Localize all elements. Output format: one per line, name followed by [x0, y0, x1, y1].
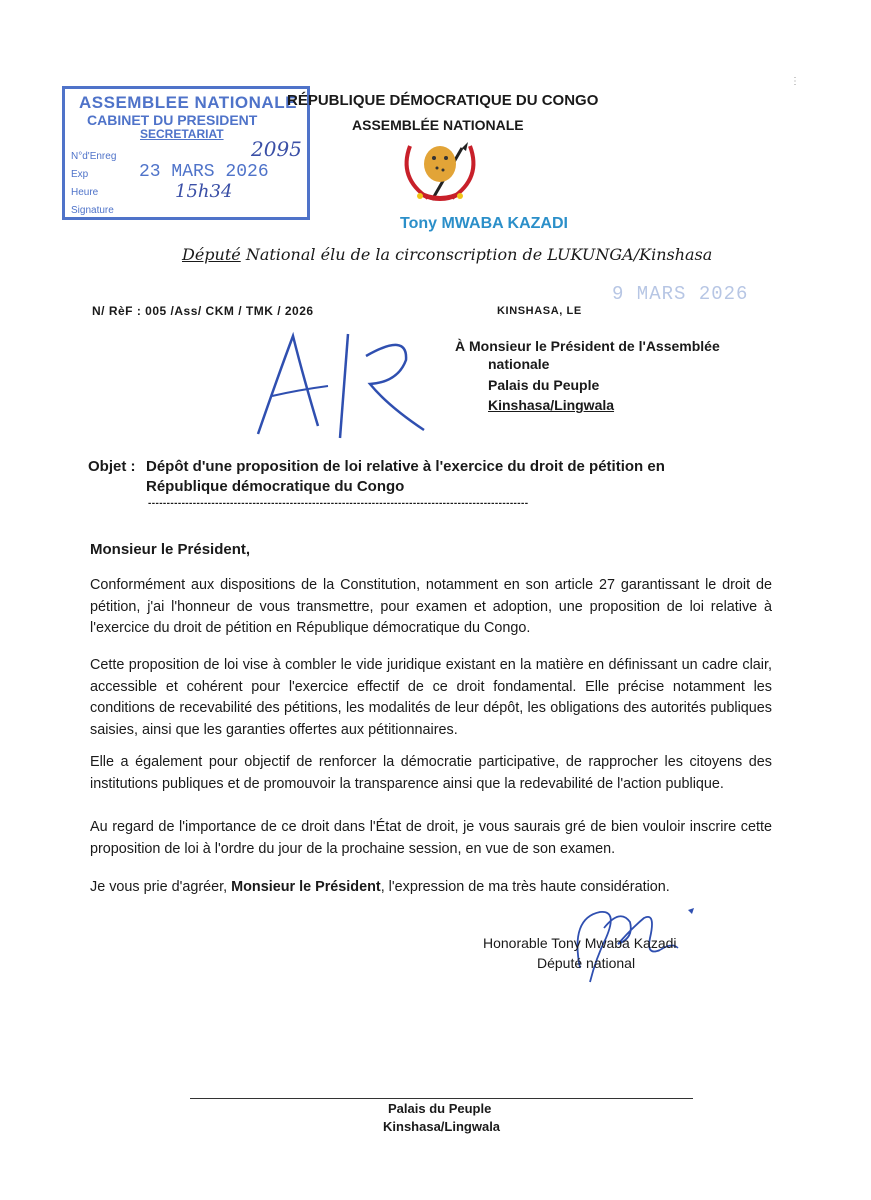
body-paragraph: Au regard de l'importance de ce droit dans l'État de droit, je vous saurais gré de bien vouloir inscrire cette proposition de loi à l'ordre du jour de la prochaine session, en vue de son examen.	[90, 819, 772, 857]
reference-number: N/ RèF : 005 /Ass/ CKM / TMK / 2026	[92, 304, 314, 318]
objet-label: Objet :	[88, 458, 136, 475]
stamp-date-label: Exp	[71, 169, 89, 180]
objet-text-line1: Dépôt d'une proposition de loi relative à l'exercice du droit de pétition en	[146, 458, 665, 475]
registration-stamp	[62, 86, 310, 220]
stamp-sig-label: Signature	[71, 205, 114, 216]
handwritten-ar-annotation	[248, 326, 428, 442]
corner-mark: ⋮	[790, 76, 800, 87]
footer-line1: Palais du Peuple	[388, 1101, 492, 1116]
republic-title: RÉPUBLIQUE DÉMOCRATIQUE DU CONGO	[287, 92, 599, 109]
addressee-line4: Kinshasa/Lingwala	[488, 397, 615, 413]
salutation: Monsieur le Président,	[90, 541, 251, 558]
date-stamp: 9 MARS 2026	[612, 283, 749, 305]
deputy-name: Tony MWABA KAZADI	[400, 215, 568, 232]
stamp-date-value: 23 MARS 2026	[139, 162, 269, 182]
objet-dashed-rule: ------------------------------------------------------------------------------------------------------	[148, 498, 529, 509]
stamp-reg-label: N°d'Enreg	[71, 151, 117, 162]
city-date-label: KINSHASA, LE	[497, 305, 582, 317]
deputy-subtitle-rest: National élu de la circonscription de LUKUNGA/Kinshasa	[240, 245, 713, 264]
closing-paragraph	[90, 877, 772, 899]
closing-text-bold: Monsieur le Président	[231, 879, 381, 895]
footer-divider	[190, 1098, 693, 1099]
stamp-line3: SECRETARIAT	[140, 127, 224, 141]
body-paragraph: Cette proposition de loi vise à combler le vide juridique existant en la matière en définissant un cadre clair, accessible et cohérent pour l'exercice effectif de ce droit fondamental. Elle précise notamment les conditions de recevabilité des pétitions, les modalités de leur dépôt, les obligations des autorités publiques saisies, ainsi que les garanties offertes aux pétitionnaires.	[90, 657, 772, 738]
closing-text-before: Je vous prie d'agréer,	[90, 879, 232, 895]
addressee-line2: nationale	[488, 356, 550, 372]
coat-of-arms-emblem	[390, 138, 490, 210]
stamp-hour-value: 15h34	[175, 181, 233, 202]
addressee-line1: À Monsieur le Président de l'Assemblée	[455, 338, 720, 354]
deputy-subtitle	[182, 245, 712, 264]
objet-text-line2: République démocratique du Congo	[146, 478, 405, 495]
closing-text-after: , l'expression de ma très haute considération.	[380, 879, 670, 895]
signatory-role: Député national	[537, 955, 636, 971]
footer-line2: Kinshasa/Lingwala	[383, 1119, 501, 1134]
stamp-line1: ASSEMBLEE NATIONALE	[79, 93, 297, 112]
assembly-title: ASSEMBLÉE NATIONALE	[352, 117, 524, 133]
stamp-hour-label: Heure	[71, 187, 99, 198]
addressee-line3: Palais du Peuple	[488, 377, 600, 393]
body-paragraph: Conformément aux dispositions de la Constitution, notamment en son article 27 garantissant le droit de pétition, j'ai l'honneur de vous transmettre, pour examen et adoption, une proposition de loi relative à l'exercice du droit de pétition en République démocratique du Congo.	[90, 577, 772, 636]
signatory-name: Honorable Tony Mwaba Kazadi	[483, 935, 677, 951]
stamp-line2: CABINET DU PRESIDENT	[87, 112, 258, 128]
stamp-reg-value: 2095	[251, 137, 302, 161]
deputy-subtitle-underlined: Député	[182, 245, 241, 264]
body-paragraph: Elle a également pour objectif de renforcer la démocratie participative, de rapprocher les citoyens des institutions publiques et de promouvoir la transparence ainsi que la redevabilité de l'action publique.	[90, 754, 772, 792]
